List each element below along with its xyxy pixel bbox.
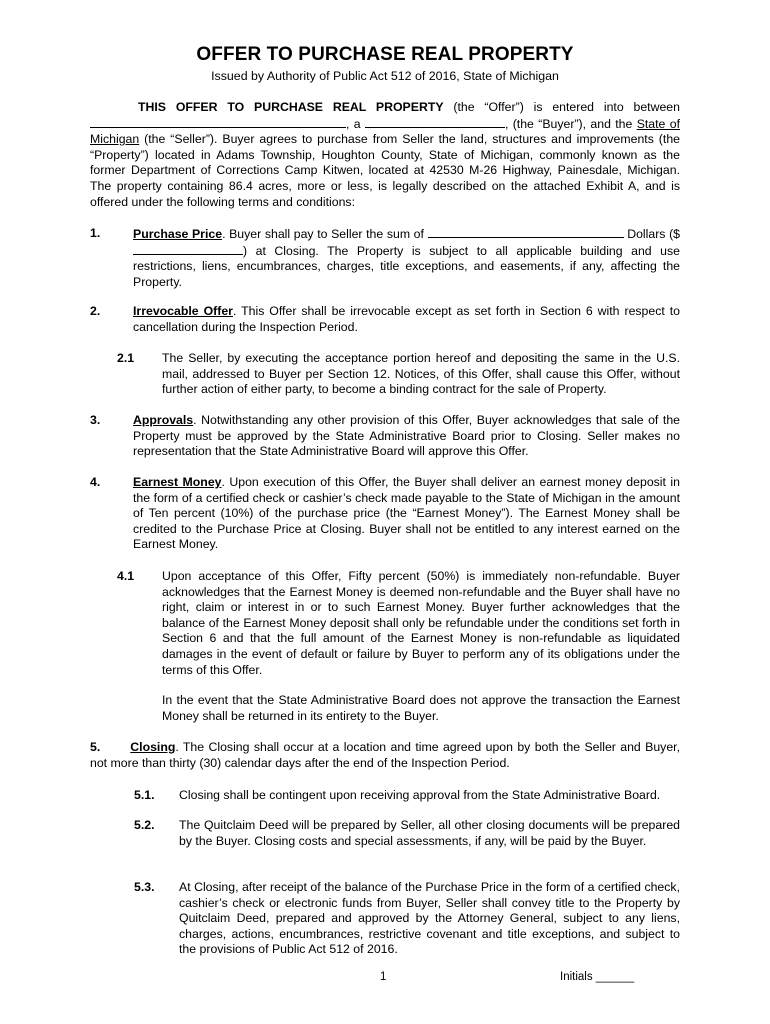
- section-2-heading: Irrevocable Offer: [133, 304, 233, 318]
- entity-type-blank[interactable]: [365, 116, 505, 128]
- intro-text-1: (the “Offer”) is entered into between: [443, 100, 680, 114]
- intro-text-2: , a: [346, 116, 365, 131]
- section-1-heading: Purchase Price: [133, 227, 223, 241]
- section-3-approvals: [133, 413, 680, 460]
- section-4-1-number: 4.1: [117, 569, 135, 583]
- section-5-3-number: 5.3.: [134, 880, 155, 894]
- section-3-number: 3.: [90, 413, 101, 427]
- section-5-closing: [90, 740, 680, 771]
- section-1-purchase-price: [133, 226, 680, 290]
- section-5-1-number: 5.1.: [134, 788, 155, 802]
- state-of-michigan: State of Michigan: [90, 116, 680, 147]
- section-5-1-text: Closing shall be contingent upon receiving approval from the State Administrative Board.: [179, 788, 661, 802]
- section-4-heading: Earnest Money: [133, 475, 222, 489]
- section-5-2-text: The Quitclaim Deed will be prepared by Seller, all other closing documents will be prepared by the Buyer. Closing costs and special assessments, if any, will be paid by the Buyer.: [179, 818, 680, 848]
- intro-text-4: (the “Seller”). Buyer agrees to purchase from Seller the land, structures and improvements (the “Property”) located in Adams Township, Houghton County, State of Michigan, commonly known as the former Department of Corrections Camp Kitwen, located at 42530 M-26 Highway, Painesdale, Michigan. The property containing 86.4 acres, more or less, is legally described on the attached Exhibit A, and is offered under the following terms and conditions:: [90, 132, 680, 209]
- section-1-text-1: . Buyer shall pay to Seller the sum of: [222, 227, 428, 241]
- document-subtitle: Issued by Authority of Public Act 512 of 2016, State of Michigan: [211, 69, 559, 83]
- section-4-1-text: Upon acceptance of this Offer, Fifty percent (50%) is immediately non-refundable. Buyer acknowledges that the Earnest Money is deemed non-refundable and the Buyer shall have no right, claim or interest in or to such Earnest Money. Buyer further acknowledges that the balance of the Earnest Money deposit shall only be refundable under the conditions set forth in Section 6 and that the full amount of the Earnest Money is non-refundable as liquidated damages in the event of default or failure by Buyer to perform any of its obligations under the terms of this Offer.: [162, 569, 680, 677]
- section-2-1-text: The Seller, by executing the acceptance portion hereof and depositing the same in the U.S. mail, addressed to Buyer per Section 12. Notices, of this Offer, shall cause this Offer, without further action of either party, to become a binding contract for the sale of Property.: [162, 351, 680, 397]
- section-2-number: 2.: [90, 304, 101, 318]
- section-5-number: 5.: [90, 740, 101, 754]
- section-4-number: 4.: [90, 475, 101, 489]
- purchase-price-words-blank[interactable]: [428, 226, 624, 238]
- section-1-text-2: Dollars ($: [627, 227, 681, 241]
- initials-field[interactable]: Initials ______: [560, 971, 635, 983]
- section-5-3-text: At Closing, after receipt of the balance of the Purchase Price in the form of a certified check, cashier’s check or electronic funds from Buyer, Seller shall convey title to the Property by Quitclaim Deed, prepared and approved by the Attorney General, subject to any liens, charges, actions, encumbrances, restrictive covenant and title exceptions, and subject to the provisions of Public Act 512 of 2016.: [179, 880, 680, 957]
- document-title: OFFER TO PURCHASE REAL PROPERTY: [196, 44, 574, 65]
- intro-text-3: , (the “Buyer”), and the: [504, 116, 637, 131]
- section-2-irrevocable-offer: [133, 304, 680, 335]
- section-4-1-text-2: In the event that the State Administrative Board does not approve the transaction the Earnest Money shall be returned in its entirety to the Buyer.: [162, 693, 680, 723]
- intro-lead: THIS OFFER TO PURCHASE REAL PROPERTY: [138, 100, 444, 114]
- intro-paragraph: [90, 100, 680, 210]
- section-5-heading: Closing: [130, 740, 176, 754]
- section-3-heading: Approvals: [133, 413, 194, 427]
- section-1-number: 1.: [90, 226, 101, 240]
- party-name-blank[interactable]: [90, 116, 346, 128]
- section-3-text: . Notwithstanding any other provision of this Offer, Buyer acknowledges that sale of the Property must be approved by the State Administrative Board prior to Closing. Seller makes no representation that the State Administrative Board will approve this Offer.: [133, 413, 680, 459]
- page-number: 1: [380, 971, 387, 983]
- section-4-earnest-money: [133, 475, 680, 553]
- purchase-price-amount-blank[interactable]: [133, 243, 243, 255]
- section-5-2-number: 5.2.: [134, 818, 155, 832]
- section-2-text: . This Offer shall be irrevocable except as set forth in Section 6 with respect to cancellation during the Inspection Period.: [133, 304, 681, 334]
- section-5-text: . The Closing shall occur at a location and time agreed upon by both the Seller and Buyer, not more than thirty (30) calendar days after the end of the Inspection Period.: [90, 740, 680, 770]
- section-2-1-number: 2.1: [117, 351, 135, 365]
- section-1-text-3: ) at Closing. The Property is subject to all applicable building and use restrictions, liens, encumbrances, charges, title exceptions, and easements, if any, affecting the Property.: [133, 243, 680, 289]
- section-4-text: . Upon execution of this Offer, the Buyer shall deliver an earnest money deposit in the form of a certified check or cashier’s check made payable to the State of Michigan in the amount of Ten percent (10%) of the purchase price (the “Earnest Money”). The Earnest Money shall be credited to the Purchase Price at Closing. Buyer shall not be entitled to any interest earned on the Earnest Money.: [133, 475, 680, 552]
